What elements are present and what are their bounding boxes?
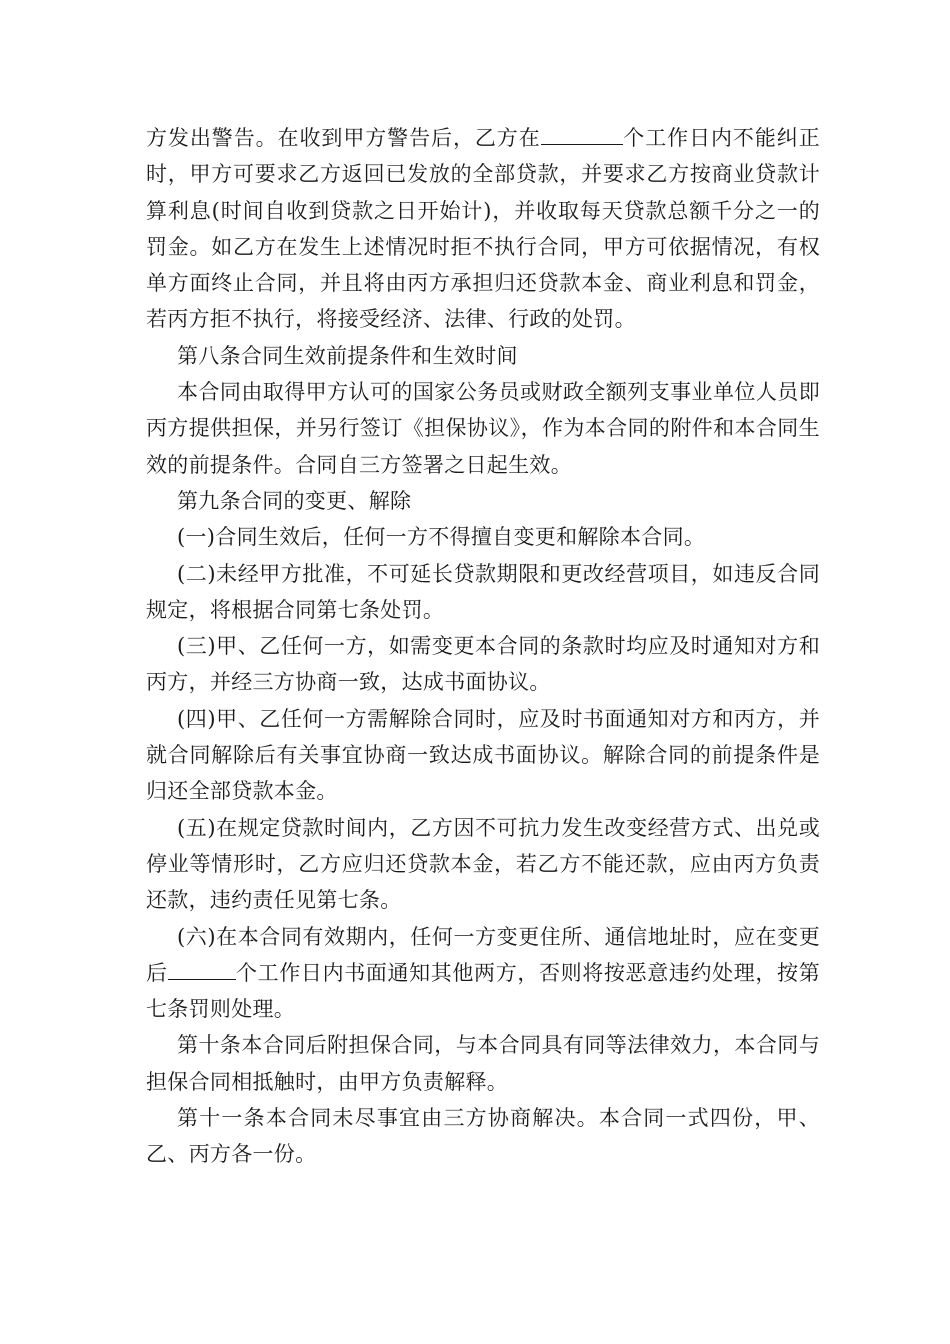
fill-in-blank-workdays <box>541 125 623 145</box>
article-9-item-2: (二)未经甲方批准，不可延长贷款期限和更改经营项目，如违反合同规定，将根据合同第七条处罚。 <box>146 561 820 622</box>
article-9-heading: 第九条合同的变更、解除 <box>177 488 412 513</box>
document-body <box>146 120 820 1173</box>
article-10: 第十条本合同后附担保合同，与本合同具有同等法律效力，本合同与担保合同相抵触时，由甲方负责解释。 <box>146 1033 820 1094</box>
paragraph-text: (六)在本合同有效期内，任何一方变更住所、通信地址时，应在变更后 <box>146 924 820 985</box>
article-11: 第十一条本合同未尽事宜由三方协商解决。本合同一式四份，甲、乙、丙方各一份。 <box>146 1106 820 1167</box>
article-9-item-3: (三)甲、乙任何一方，如需变更本合同的条款时均应及时通知对方和丙方，并经三方协商一致，达成书面协议。 <box>146 634 820 695</box>
paragraph-continuation <box>146 120 820 338</box>
article-8-heading: 第八条合同生效前提条件和生效时间 <box>177 343 518 368</box>
paragraph-text: 方发出警告。在收到甲方警告后，乙方在 <box>146 126 541 150</box>
article-9-item-1: (一)合同生效后，任何一方不得擅自变更和解除本合同。 <box>177 525 706 550</box>
article-9-item-5: (五)在规定贷款时间内，乙方因不可抗力发生改变经营方式、出兑或停业等情形时，乙方应归还贷款本金，若乙方不能还款，应由丙方负责还款，违约责任见第七条。 <box>146 815 820 913</box>
paragraph-text: 个工作日内不能纠正时，甲方可要求乙方返回已发放的全部贷款，并要求乙方按商业贷款计算利息(时间自收到贷款之日开始计)，并收取每天贷款总额千分之一的罚金。如乙方在发生上述情况时拒不执行合同，甲方可依据情况，有权单方面终止合同，并且将由丙方承担归还贷款本金、商业利息和罚金，若丙方拒不执行，将接受经济、法律、行政的处罚。 <box>146 126 821 332</box>
article-8-body: 本合同由取得甲方认可的国家公务员或财政全额列支事业单位人员即丙方提供担保，并另行签订《担保协议》，作为本合同的附件和本合同生效的前提条件。合同自三方签署之日起生效。 <box>146 380 820 477</box>
paragraph-text: 个工作日内书面通知其他两方，否则将按恶意违约处理，按第七条罚则处理。 <box>146 960 820 1022</box>
fill-in-blank-notice-days <box>168 960 236 980</box>
article-9-item-4: (四)甲、乙任何一方需解除合同时，应及时书面通知对方和丙方，并就合同解除后有关事宜协商一致达成书面协议。解除合同的前提条件是归还全部贷款本金。 <box>146 706 820 804</box>
article-9-item-6 <box>146 919 820 1028</box>
